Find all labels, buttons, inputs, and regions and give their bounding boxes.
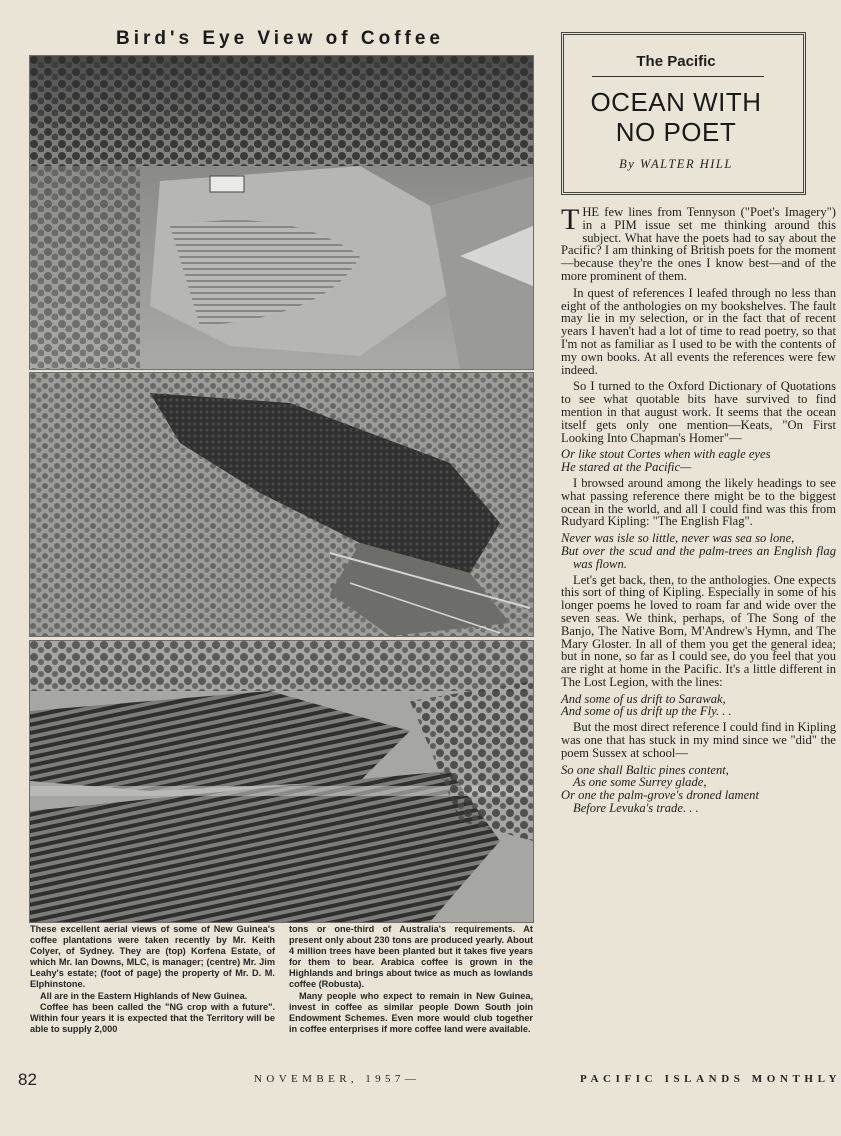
verse-line: Never was isle so little, never was sea so lone, — [561, 531, 795, 546]
article-title-line: OCEAN WITH — [590, 87, 762, 117]
verse-line: And some of us drift to Sarawak, — [561, 691, 726, 706]
caption-paragraph: Coffee has been called the "NG crop with a future". Within four years it is expected that the Territory will be able to supply 2,000 — [30, 1001, 275, 1034]
caption-paragraph: All are in the Eastern Highlands of New Guinea. — [40, 990, 248, 1001]
caption-paragraph: Many people who expect to remain in New Guinea, invest in coffee as similar people Down South join Endowment Schemes. Even more would club together in coffee enterprises if more coffee land were available. — [289, 990, 533, 1034]
drop-cap: T — [561, 203, 580, 236]
verse-quote — [561, 532, 836, 570]
article-paragraph: I browsed around among the likely headings to see what passing reference there might be to the biggest ocean in the world, and all I could find was this from Rudyard Kipling: "The English Flag". — [561, 475, 836, 529]
verse-line: He stared at the Pacific— — [561, 460, 692, 475]
article-paragraph — [561, 203, 836, 283]
aerial-photo-hillside-plantation-icon — [30, 373, 533, 636]
verse-line: So one shall Baltic pines content, — [561, 762, 729, 777]
caption-paragraph: tons or one-third of Australia's requirements. At present only about 230 tons are produced yearly. About 4 million trees have been planted but it takes five years for them to bear. Arabica coffee is grown in the Highlands and brings about twice as much as lowlands coffee (Robusta). — [289, 924, 533, 990]
article-body — [561, 203, 836, 1056]
article-byline: By WALTER HILL — [619, 157, 733, 171]
footer-magazine-name: PACIFIC ISLANDS MONTHLY — [580, 1073, 841, 1085]
article-title-line: NO POET — [615, 117, 737, 147]
verse-line: But over the scud and the palm-trees an English flag was flown. — [561, 543, 836, 571]
photo-caption-column-2 — [289, 924, 533, 1035]
aerial-photo-middle — [29, 372, 534, 637]
aerial-photo-rows-of-coffee-trees-icon — [30, 641, 533, 922]
verse-line: As one some Surrey glade, — [573, 775, 707, 790]
verse-line: Or like stout Cortes when with eagle eyes — [561, 447, 771, 462]
article-paragraph-text: HE few lines from Tennyson ("Poet's Imagery") in a PIM issue set me thinking around this subject. What have the poets had to say about the Pacific? I am thinking of British poets for the moment—because they're the ones I know best—and of the more prominent of them. — [561, 205, 836, 283]
article-paragraph: So I turned to the Oxford Dictionary of Quotations to see what quotable bits have survived to find mention in that august work. It seems that the ocean itself gets only one mention—Keats, "On First Looking Into Chapman's Homer"— — [561, 379, 836, 445]
page-heading: Bird's Eye View of Coffee — [115, 28, 444, 49]
aerial-photo-top — [29, 55, 534, 370]
kicker-rule — [592, 76, 764, 77]
verse-quote — [561, 693, 836, 719]
article-paragraph: But the most direct reference I could find in Kipling was one that has stuck in my mind since we "did" the poem Sussex at school— — [561, 720, 836, 760]
verse-quote — [561, 764, 836, 815]
article-paragraph: In quest of references I leafed through no less than eight of the anthologies on my bookshelves. The fault may lie in my selection, or in the fact that of recent years I haven't had a lot of time to read poetry, so that I'm not as familiar as I used to be with the contents of my own books. At all events the references were few indeed. — [561, 285, 836, 377]
article-title-box — [561, 32, 806, 195]
photo-caption-column-1 — [30, 924, 275, 1035]
aerial-photo-terraced-plantation-icon — [30, 56, 533, 369]
aerial-photo-bottom — [29, 640, 534, 923]
caption-paragraph: These excellent aerial views of some of New Guinea's coffee plantations were taken recently by Mr. Keith Colyer, of Sydney. They are (top) Korfena Estate, of which Mr. Ian Downs, MLC, is manager; (centre) Mr. Jim Leahy's estate; (foot of page) the property of Mr. D. M. Elphinstone. — [30, 924, 275, 990]
verse-line: Before Levuka's trade. . . — [573, 801, 699, 816]
verse-quote — [561, 448, 836, 474]
article-title — [564, 87, 788, 147]
verse-line: And some of us drift up the Fly. . . — [561, 704, 732, 719]
article-paragraph: Let's get back, then, to the anthologies. One expects this sort of thing of Kipling. Especially in some of his longer poems he loved to roam far and wide over the seven seas. We think, perhaps, of The Song of the Banjo, The Native Born, M'Andrew's Hymn, and The Mary Gloster. In all of them you get the general idea; but in none, so far as I could see, do you feel that you are right at home in the Pacific. It's a little different in The Lost Legion, with the lines: — [561, 572, 836, 689]
footer-date: NOVEMBER, 1957— — [254, 1073, 421, 1085]
verse-line: Or one the palm-grove's droned lament — [561, 788, 759, 803]
page-number: 82 — [18, 1070, 37, 1089]
article-kicker: The Pacific — [636, 53, 716, 70]
